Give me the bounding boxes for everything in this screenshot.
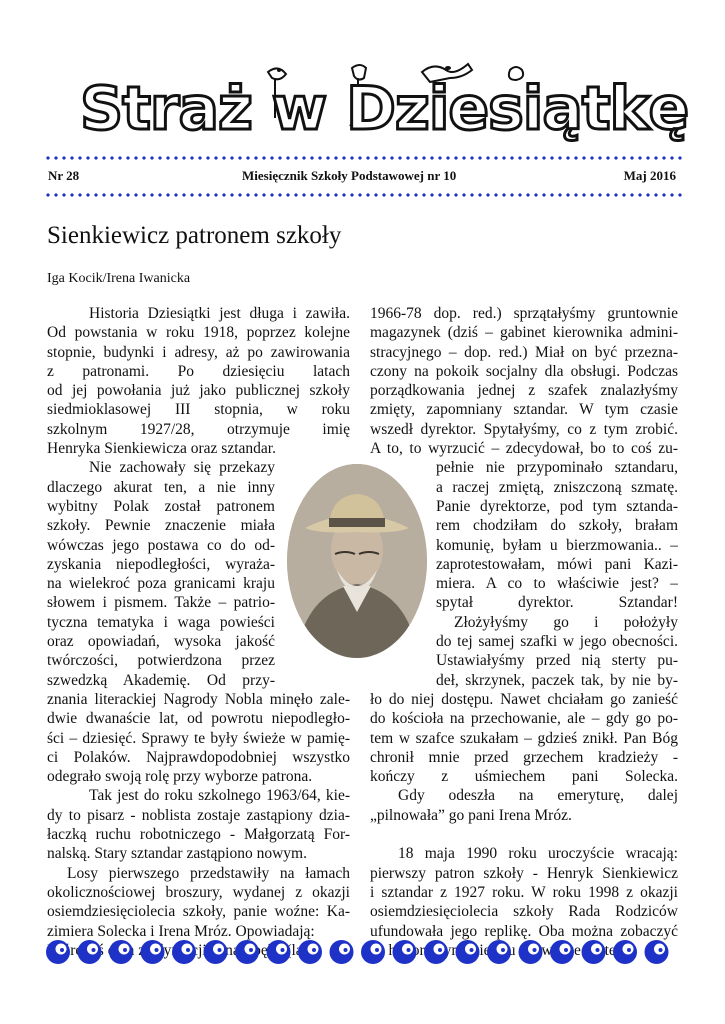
wave-swirl-dot [249, 948, 253, 952]
wave-swirl-dot [375, 948, 379, 952]
sienkiewicz-portrait-photo [285, 462, 429, 660]
wave-swirl-dot [312, 948, 316, 952]
right-line: i sztandar z 1927 roku. W roku 1998 z okazji [370, 883, 678, 901]
right-line: tem w szafce szukałam – gdzieś znikł. Pan Bóg [370, 729, 678, 747]
right-line: magazynek (dziś – gabinet kierownika admini- [370, 324, 678, 342]
wave-swirl-dot [344, 948, 348, 952]
left-line: nalską. Stary sztandar zastąpiono nowym. [47, 845, 307, 863]
right-line: 1966-78 dop. red.) sprzątałyśmy gruntownie [370, 305, 678, 322]
issue-date: Maj 2016 [623, 168, 676, 183]
left-line: osiemdziesięciolecia szkoły, panie woźne: Ka- [47, 903, 350, 921]
right-line: do tej samej szafki w jego obecności. [436, 633, 678, 651]
left-line: odegrało swoją rolę przy wyborze patrona. [47, 768, 313, 786]
wave-swirl-dot [123, 948, 127, 952]
right-line: 18 maja 1990 roku uroczyście wracają: [398, 845, 678, 863]
issue-number: Nr 28 [48, 168, 80, 183]
left-line: okolicznościowej broszury, wydanej z okazji [47, 883, 350, 901]
wave-swirl-dot [281, 948, 285, 952]
wave-swirl-dot [60, 948, 64, 952]
wave-swirl-dot [533, 948, 537, 952]
left-line: na wielekroć poza granicami kraju [47, 575, 275, 593]
left-line: dlaczego akurat ten, a nie inny [47, 478, 275, 496]
wave-swirl-dot [564, 948, 568, 952]
left-line: Losy pierwszego przedstawiły na łamach [67, 864, 350, 882]
wave-swirl-dot [596, 948, 600, 952]
wave-swirl-dot [501, 948, 505, 952]
left-line: ci Polaków. Najprawdopodobniej wszystko [47, 748, 350, 766]
bottom-dotted-divider [44, 193, 682, 197]
right-line: kończy z uśmiechem pani Solecka. [370, 768, 678, 786]
left-line: zimiera Solecka i Irena Mróz. Opowiadają: [47, 922, 315, 940]
info-bar [48, 168, 676, 184]
right-line: wszedł dyrektor. Spytałyśmy, co z tym zrobić. [370, 420, 678, 438]
right-line: czony na pokoik socjalny dla obsługi. Podczas [370, 362, 678, 380]
left-line: znania literackiej Nagrody Nobla minęło zale- [47, 690, 350, 708]
right-line: pełnie nie przypominało sztandaru, [436, 459, 678, 477]
wave-swirl-dot [659, 948, 663, 952]
left-line: siedmioklasowej III stopnia, w roku [47, 401, 350, 419]
left-line: szwedzką Akademię. Od przy- [47, 671, 275, 689]
top-dotted-divider [44, 156, 682, 160]
wave-swirl-dot [218, 948, 222, 952]
left-line: szkoły. Pewnie znaczenie miała [47, 517, 275, 535]
left-line: z patronami. Po dziesięciu latach [47, 362, 350, 380]
left-line: od jej powołania już jako publicznej szkoły [47, 382, 350, 400]
right-line: miera. A co to właściwie jest? – [436, 575, 678, 593]
right-line: A to, to wyrzucić – zdecydował, bo to coś zu- [370, 440, 678, 458]
right-line: deł, skrzynek, paczek tak, by nie by- [436, 671, 678, 689]
left-line: ści – dziesięć. Sprawy te były świeże w pamię- [47, 729, 350, 747]
wave-swirl-dot [438, 948, 442, 952]
wave-swirl-dot [186, 948, 190, 952]
wave-swirl-dot [92, 948, 96, 952]
right-line: „pilnowała” go pani Irena Mróz. [370, 806, 572, 824]
left-line: Od powstania w roku 1918, poprzez kolejne [47, 324, 350, 342]
right-line: zmięty, zapomniany sztandar. W tym czasie [370, 401, 678, 419]
right-line: Złożyłyśmy go i położyły [454, 613, 678, 631]
right-line: komunię, byłam u bierzmowania.. – [436, 536, 678, 554]
left-line: twórczości, potwierdzona przez [47, 652, 275, 670]
right-line: porządkowania jednej z szafek znalazłyśmy [370, 382, 678, 400]
right-line: rem chodziłam do szkoły, brałam [436, 517, 678, 535]
masthead-title: Straż w Dziesiątkę [80, 74, 689, 144]
right-line: Ustawiałyśmy przed nią sterty pu- [436, 652, 678, 670]
right-line: parteru [584, 941, 629, 959]
right-line: stracyjnego – dop. red.) Miał on być przezna- [370, 343, 678, 361]
left-line: Któregoś Zbęka [47, 941, 283, 959]
article-byline: Iga Kocik/Irena Iwanicka [47, 271, 191, 286]
right-line: zaprotestowałam, mówi pani Kazi- [436, 555, 678, 573]
right-line: ło do niej dostępu. Nawet chciałam go zanieść [370, 690, 678, 708]
right-line: osiemdziesięciolecia szkoły Rada Rodziców [370, 903, 678, 921]
left-line: oraz opowiadań, wysoka jakość [47, 633, 275, 651]
right-line: chronił mnie przed grzechem kradzieży - [370, 748, 678, 766]
wave-swirl-dot [627, 948, 631, 952]
wave-swirl-dot [155, 948, 159, 952]
right-line: Gdy odeszła na emeryturę, dalej [398, 787, 678, 805]
right-line: a raczej zmiętą, zniszczoną szmatę. [436, 478, 678, 496]
left-line: zyskania niepodległości, wyraża- [47, 555, 275, 573]
left-line: Nie zachowały się przekazy [89, 459, 275, 477]
publication-name: Miesięcznik Szkoły Podstawowej nr 10 [242, 168, 457, 183]
left-line: Tak jest do roku szkolnego 1963/64, kie- [89, 787, 350, 805]
left-line: Historia Dziesiątki jest długa i zawiła. [89, 305, 350, 322]
left-line: wybitny Polak został patronem [47, 497, 275, 515]
left-line: dwie dwanaście lat, od powrotu niepodległo- [47, 710, 350, 728]
wave-swirl-dot [470, 948, 474, 952]
footer-wave-ornament [44, 936, 684, 966]
right-line: pierwszy patron szkoły - Henryk Sienkiewicz [370, 864, 678, 882]
wave-swirl-dot [407, 948, 411, 952]
left-line: Henryka Sienkiewicza oraz sztandar. [47, 440, 276, 458]
left-line: dy to pisarz - noblista zostaje zastąpiony dzia- [47, 806, 350, 824]
left-line: słowem i pismem. Także – patrio- [47, 594, 275, 612]
left-line: szkolnym 1927/28, otrzymuje imię [47, 420, 350, 438]
right-line: spytał dyrektor. Sztandar! [436, 594, 678, 612]
left-line: tyczna tematyka i waga powieści [47, 613, 275, 631]
right-line [370, 825, 678, 844]
right-line: Panie dyrektorze, pod tym sztanda- [436, 497, 678, 515]
left-line: łaczką ruchu robotniczego - Małgorzatą For- [47, 826, 350, 844]
right-line: do kościoła na przechowanie, ale – gdy go po- [370, 710, 678, 728]
article-headline: Sienkiewicz patronem szkoły [47, 222, 342, 249]
left-line: stopnie, budynki i adresy, aż po zawirowania [47, 343, 350, 361]
right-line: ufundowała jego replikę. Oba można zobaczyć [370, 922, 678, 940]
left-line: wówczas jego postawa co do od- [47, 536, 275, 554]
masthead [70, 62, 689, 147]
